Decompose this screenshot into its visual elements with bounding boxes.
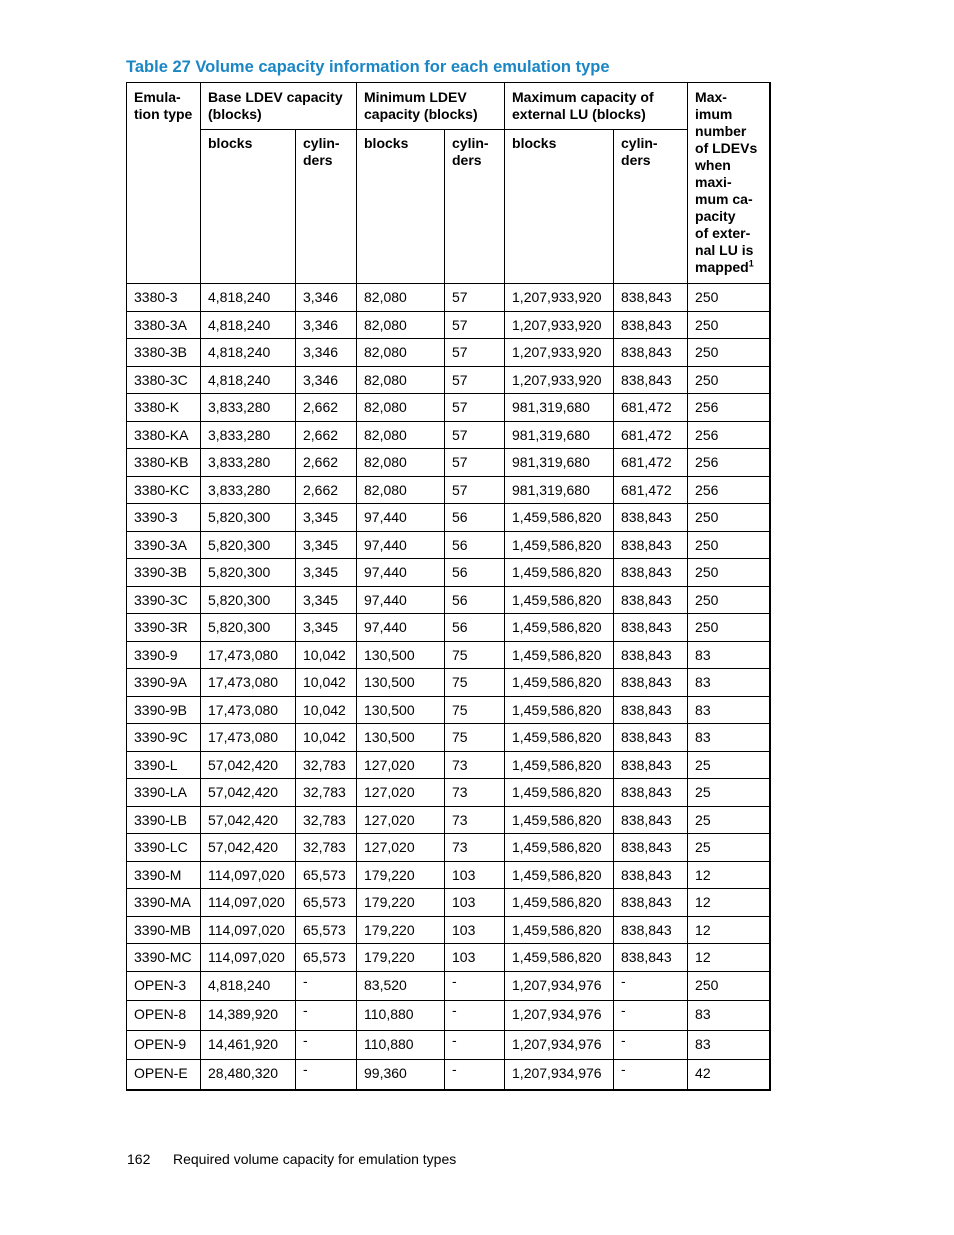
table-cell: 3390-9 [127,641,201,669]
table-cell: 4,818,240 [201,311,296,339]
table-cell: 1,459,586,820 [505,724,614,752]
table-cell: - [614,1001,688,1031]
table-cell: 57,042,420 [201,751,296,779]
table-cell: 114,097,020 [201,861,296,889]
table-cell: 179,220 [357,889,445,917]
table-cell: 4,818,240 [201,339,296,367]
table-cell: 3,833,280 [201,476,296,504]
table-cell: 1,459,586,820 [505,586,614,614]
table-cell: 73 [445,834,505,862]
table-cell: 75 [445,696,505,724]
table-cell: OPEN-3 [127,971,201,1001]
header-blocks-label: blocks [208,135,253,151]
table-cell: 250 [688,586,770,614]
table-cell: 838,843 [614,889,688,917]
table-cell: 1,459,586,820 [505,916,614,944]
table-cell: 3380-KB [127,449,201,477]
table-cell: 1,459,586,820 [505,504,614,532]
table-cell: 3390-3 [127,504,201,532]
table-cell: 83 [688,696,770,724]
table-cell: 103 [445,916,505,944]
header-base-label: Base LDEV capacity (blocks) [208,89,343,122]
table-cell: 99,360 [357,1060,445,1090]
table-cell: 14,461,920 [201,1030,296,1060]
table-cell: 57 [445,339,505,367]
table-cell: 32,783 [296,834,357,862]
table-cell: 83 [688,1001,770,1031]
table-cell: 838,843 [614,834,688,862]
table-row [127,834,770,862]
table-cell: 25 [688,779,770,807]
table-row [127,669,770,697]
header-row-main [127,83,770,130]
table-cell: 12 [688,944,770,972]
table-row [127,1001,770,1031]
table-row [127,614,770,642]
table-cell: 1,459,586,820 [505,834,614,862]
table-cell: 179,220 [357,944,445,972]
table-cell: 57,042,420 [201,779,296,807]
table-cell: 114,097,020 [201,889,296,917]
table-cell: 103 [445,861,505,889]
header-row-sub [127,130,770,284]
table-cell: - [614,971,688,1001]
header-maximum-external [505,83,688,130]
table-row [127,394,770,422]
table-cell: 57,042,420 [201,834,296,862]
table-cell: 3390-M [127,861,201,889]
table-cell: 110,880 [357,1001,445,1031]
table-cell: 3390-9B [127,696,201,724]
table-cell: OPEN-E [127,1060,201,1090]
table-cell: OPEN-9 [127,1030,201,1060]
table-cell: - [296,1060,357,1090]
table-row [127,366,770,394]
table-cell: 1,459,586,820 [505,944,614,972]
table-cell: 838,843 [614,614,688,642]
table-cell: 3390-LA [127,779,201,807]
table-cell: 838,843 [614,586,688,614]
table-cell: 3390-MC [127,944,201,972]
table-cell: 65,573 [296,944,357,972]
table-cell: 114,097,020 [201,916,296,944]
table-row [127,504,770,532]
header-maxnum-label: Max- imum number of LDEVs when maxi- mum ca- pacity of exter- nal LU is mapped [695,89,758,275]
table-cell: 57 [445,421,505,449]
table-cell: - [445,1060,505,1090]
table-cell: 57 [445,476,505,504]
table-cell: 56 [445,586,505,614]
table-cell: 4,818,240 [201,971,296,1001]
table-cell: 981,319,680 [505,421,614,449]
table-cell: 1,459,586,820 [505,889,614,917]
table-cell: 82,080 [357,284,445,312]
table-cell: - [296,1001,357,1031]
table-cell: 250 [688,311,770,339]
table-cell: 25 [688,751,770,779]
table-cell: 250 [688,284,770,312]
table-caption: Table 27 Volume capacity information for each emulation type [126,58,610,76]
table-cell: 3380-KC [127,476,201,504]
table-cell: 838,843 [614,559,688,587]
table-cell: 681,472 [614,449,688,477]
table-cell: 56 [445,504,505,532]
table-cell: 17,473,080 [201,669,296,697]
header-base-cylinders [296,130,357,284]
volume-capacity-table [126,82,771,1091]
table-cell: 250 [688,531,770,559]
table-cell: 838,843 [614,861,688,889]
table-cell: 130,500 [357,641,445,669]
table-cell: 681,472 [614,421,688,449]
table-cell: 3380-3 [127,284,201,312]
table-row [127,1060,770,1090]
table-cell: 250 [688,971,770,1001]
table-cell: 97,440 [357,504,445,532]
table-cell: 82,080 [357,366,445,394]
table-cell: 5,820,300 [201,614,296,642]
table-cell: 3,345 [296,586,357,614]
table-cell: 3380-KA [127,421,201,449]
table-cell: 97,440 [357,531,445,559]
table-cell: - [614,1060,688,1090]
table-cell: 65,573 [296,916,357,944]
header-minimum-ldev [357,83,505,130]
table-cell: 82,080 [357,339,445,367]
page-number: 162 [127,1151,151,1167]
table-cell: 17,473,080 [201,641,296,669]
header-blocks-label: blocks [364,135,409,151]
footer-section-title: Required volume capacity for emulation types [173,1151,457,1167]
table-cell: 3390-9C [127,724,201,752]
page-footer [127,1151,456,1167]
table-cell: 3,833,280 [201,449,296,477]
table-cell: 17,473,080 [201,724,296,752]
table-cell: 1,459,586,820 [505,531,614,559]
table-cell: 5,820,300 [201,531,296,559]
table-row [127,421,770,449]
table-cell: 73 [445,779,505,807]
table-cell: 681,472 [614,394,688,422]
table-cell: 1,459,586,820 [505,669,614,697]
table-cell: 110,880 [357,1030,445,1060]
table-cell: 3,345 [296,531,357,559]
table-cell: 3380-3B [127,339,201,367]
table-cell: 97,440 [357,586,445,614]
table-cell: 3390-9A [127,669,201,697]
header-maximum-label: Maximum capacity of external LU (blocks) [512,89,654,122]
table-cell: 256 [688,421,770,449]
table-cell: 82,080 [357,449,445,477]
table-cell: 3390-MB [127,916,201,944]
table-cell: 73 [445,806,505,834]
table-cell: 42 [688,1060,770,1090]
table-cell: 3390-3C [127,586,201,614]
table-cell: 3390-LB [127,806,201,834]
table-cell: OPEN-8 [127,1001,201,1031]
table-cell: 5,820,300 [201,559,296,587]
table-cell: 3380-K [127,394,201,422]
table-row [127,531,770,559]
table-cell: 83 [688,724,770,752]
table-cell: 5,820,300 [201,504,296,532]
table-cell: - [445,1030,505,1060]
header-minimum-label: Minimum LDEV capacity (blocks) [364,89,478,122]
table-cell: 10,042 [296,669,357,697]
table-cell: 179,220 [357,861,445,889]
table-cell: 3390-3R [127,614,201,642]
table-cell: 10,042 [296,696,357,724]
header-max-blocks [505,130,614,284]
table-cell: 838,843 [614,366,688,394]
table-cell: 82,080 [357,311,445,339]
header-emulation-label: Emula- tion type [134,89,193,122]
table-cell: 838,843 [614,339,688,367]
table-cell: 14,389,920 [201,1001,296,1031]
table-cell: 56 [445,531,505,559]
table-cell: 1,459,586,820 [505,696,614,724]
table-cell: 256 [688,449,770,477]
table-cell: 838,843 [614,806,688,834]
table-cell: - [296,1030,357,1060]
table-cell: - [614,1030,688,1060]
table-cell: 130,500 [357,696,445,724]
table-cell: 3,833,280 [201,421,296,449]
table-cell: 57 [445,394,505,422]
table-row [127,889,770,917]
table-cell: 127,020 [357,806,445,834]
table-cell: 97,440 [357,614,445,642]
table-cell: 17,473,080 [201,696,296,724]
table-cell: 838,843 [614,504,688,532]
table-cell: 3,346 [296,366,357,394]
table-cell: 4,818,240 [201,284,296,312]
table-cell: 57 [445,311,505,339]
table-cell: 82,080 [357,421,445,449]
table-cell: 838,843 [614,531,688,559]
table-cell: 103 [445,944,505,972]
table-cell: 3380-3C [127,366,201,394]
table-cell: 1,207,934,976 [505,1030,614,1060]
table-cell: 838,843 [614,916,688,944]
table-cell: 3,346 [296,311,357,339]
table-cell: 1,207,934,976 [505,1060,614,1090]
table-cell: 838,843 [614,696,688,724]
table-cell: 3380-3A [127,311,201,339]
table-cell: 838,843 [614,751,688,779]
table-cell: 838,843 [614,944,688,972]
table-cell: 1,207,934,976 [505,1001,614,1031]
table-cell: 12 [688,889,770,917]
table-cell: 28,480,320 [201,1060,296,1090]
table-cell: 838,843 [614,669,688,697]
table-cell: 1,459,586,820 [505,559,614,587]
table-cell: 1,459,586,820 [505,806,614,834]
table-cell: 250 [688,559,770,587]
table-row [127,284,770,312]
table-cell: 82,080 [357,476,445,504]
table-cell: 1,207,933,920 [505,366,614,394]
table-cell: 82,080 [357,394,445,422]
table-cell: 838,843 [614,311,688,339]
table-cell: 4,818,240 [201,366,296,394]
table-cell: 103 [445,889,505,917]
table-cell: - [445,1001,505,1031]
table-cell: 65,573 [296,889,357,917]
table-cell: 3390-LC [127,834,201,862]
table-cell: - [445,971,505,1001]
table-row [127,751,770,779]
table-cell: 56 [445,559,505,587]
table-cell: 83,520 [357,971,445,1001]
table-cell: 981,319,680 [505,476,614,504]
table-cell: 3,833,280 [201,394,296,422]
table-cell: 5,820,300 [201,586,296,614]
table-cell: 838,843 [614,724,688,752]
table-row [127,339,770,367]
table-cell: 1,459,586,820 [505,751,614,779]
table-cell: 25 [688,834,770,862]
table-cell: 256 [688,394,770,422]
table-cell: 3,345 [296,559,357,587]
table-row [127,944,770,972]
header-base-blocks [201,130,296,284]
table-row [127,806,770,834]
header-blocks-label: blocks [512,135,557,151]
table-cell: 838,843 [614,284,688,312]
table-cell: 250 [688,614,770,642]
table-cell: - [296,971,357,1001]
table-row [127,449,770,477]
table-row [127,916,770,944]
table-cell: 32,783 [296,751,357,779]
table-cell: 83 [688,1030,770,1060]
table-cell: 1,459,586,820 [505,641,614,669]
table-row [127,641,770,669]
table-cell: 1,207,934,976 [505,971,614,1001]
header-emulation-type [127,83,201,284]
table-cell: 2,662 [296,394,357,422]
table-cell: 57,042,420 [201,806,296,834]
table-cell: 250 [688,504,770,532]
table-cell: 981,319,680 [505,449,614,477]
table-cell: 3390-3A [127,531,201,559]
table-cell: 179,220 [357,916,445,944]
table-cell: 83 [688,669,770,697]
table-cell: 1,207,933,920 [505,339,614,367]
table-row [127,311,770,339]
table-cell: 57 [445,366,505,394]
table-row [127,586,770,614]
table-cell: 75 [445,724,505,752]
table-cell: 2,662 [296,421,357,449]
table-row [127,861,770,889]
table-cell: 32,783 [296,806,357,834]
header-cylinders-label: cylin- ders [303,135,340,168]
table-cell: 75 [445,669,505,697]
table-cell: 25 [688,806,770,834]
table-row [127,559,770,587]
table-cell: 3,346 [296,284,357,312]
table-cell: 57 [445,449,505,477]
table-row [127,1030,770,1060]
table-cell: 127,020 [357,751,445,779]
table-cell: 130,500 [357,669,445,697]
table-cell: 1,459,586,820 [505,861,614,889]
table-cell: 3,345 [296,504,357,532]
table-cell: 3,345 [296,614,357,642]
table-cell: 838,843 [614,779,688,807]
table-cell: 256 [688,476,770,504]
table-row [127,779,770,807]
header-cylinders-label: cylin- ders [452,135,489,168]
table-cell: 12 [688,916,770,944]
table-cell: 114,097,020 [201,944,296,972]
header-min-cylinders [445,130,505,284]
table-cell: 12 [688,861,770,889]
table-cell: 73 [445,751,505,779]
table-cell: 32,783 [296,779,357,807]
table-cell: 3390-MA [127,889,201,917]
table-cell: 57 [445,284,505,312]
table-cell: 1,459,586,820 [505,614,614,642]
header-base-ldev [201,83,357,130]
table-cell: 65,573 [296,861,357,889]
table-cell: 130,500 [357,724,445,752]
table-cell: 1,207,933,920 [505,284,614,312]
table-cell: 75 [445,641,505,669]
table-row [127,971,770,1001]
table-body [127,284,770,1090]
header-cylinders-label: cylin- ders [621,135,658,168]
table-cell: 250 [688,366,770,394]
header-min-blocks [357,130,445,284]
table-cell: 3,346 [296,339,357,367]
table-cell: 97,440 [357,559,445,587]
footnote-marker: 1 [748,258,754,269]
table-cell: 838,843 [614,641,688,669]
table-row [127,724,770,752]
table-cell: 681,472 [614,476,688,504]
table-cell: 250 [688,339,770,367]
table-cell: 83 [688,641,770,669]
table-cell: 56 [445,614,505,642]
table-cell: 127,020 [357,834,445,862]
table-cell: 10,042 [296,724,357,752]
table-cell: 1,207,933,920 [505,311,614,339]
header-max-ldevs [688,83,770,284]
table-cell: 1,459,586,820 [505,779,614,807]
table-row [127,696,770,724]
table-row [127,476,770,504]
table-cell: 3390-L [127,751,201,779]
table-cell: 981,319,680 [505,394,614,422]
header-max-cylinders [614,130,688,284]
table-cell: 10,042 [296,641,357,669]
table-cell: 2,662 [296,476,357,504]
table-cell: 3390-3B [127,559,201,587]
table-cell: 127,020 [357,779,445,807]
table-cell: 2,662 [296,449,357,477]
